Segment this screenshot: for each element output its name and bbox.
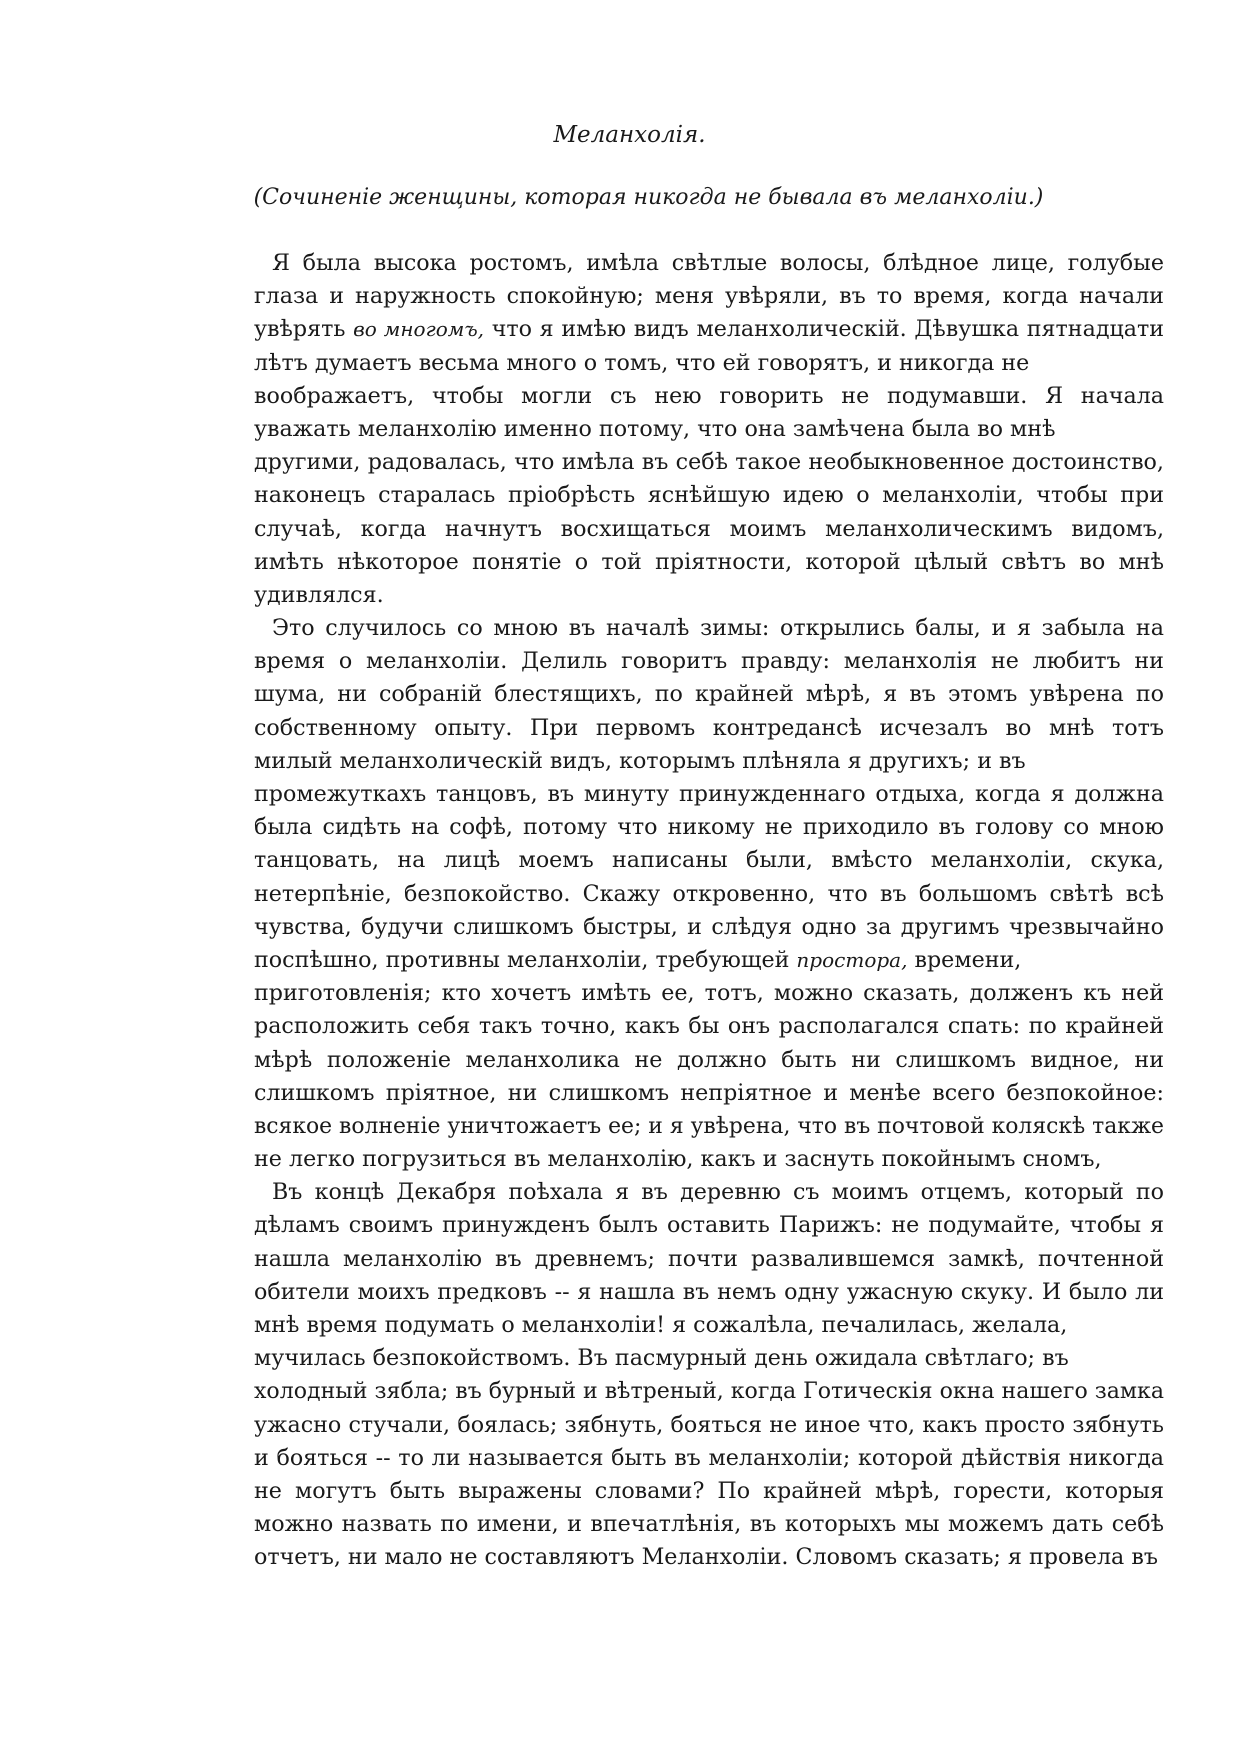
text-line: лѣтъ думаетъ весьма много о томъ, что ей говорятъ, и никогда не [254, 349, 1030, 376]
text-line: случаѣ, когда начнутъ восхищаться моимъ меланхолическимъ видомъ, [254, 515, 1165, 542]
text-line: мѣрѣ положеніе меланхолика не должно быть ни слишкомъ видное, ни [254, 1046, 1164, 1073]
text-line: обители моихъ предковъ -- я нашла въ немъ одну ужасную скуку. И было ли [254, 1278, 1164, 1305]
text-line: Въ концѣ Декабря поѣхала я въ деревню съ моимъ отцемъ, который по [272, 1179, 1165, 1206]
text-line: можно назвать по имени, и впечатлѣнія, въ которыхъ мы можемъ дать себѣ [254, 1511, 1165, 1538]
text-line: промежуткахъ танцовъ, въ минуту принужденнаго отдыха, когда я должна [254, 781, 1164, 807]
text-line: нашла меланхолію въ древнемъ; почти развалившемся замкѣ, почтенной [254, 1245, 1164, 1272]
text-line: и бояться -- то ли называется быть въ меланхоліи; которой дѣйствія никогда [254, 1444, 1164, 1471]
text-line: наконецъ старалась пріобрѣсть яснѣйшую идею о меланхоліи, чтобы при [254, 482, 1165, 509]
text-line: мучилась безпокойствомъ. Въ пасмурный день ожидала свѣтлаго; въ [254, 1345, 1069, 1372]
text-line: имѣть нѣкоторое понятіе о той пріятности, которой цѣлый свѣтъ во мнѣ [254, 548, 1164, 575]
text-line: время о меланхоліи. Делиль говоритъ правду: меланхолія не любитъ ни [254, 648, 1164, 675]
text-line: слишкомъ пріятное, ни слишкомъ непріятное и менѣе всего безпокойное: [254, 1079, 1164, 1106]
text-line: шума, ни собраній блестящихъ, по крайней мѣрѣ, я въ этомъ увѣрена по [254, 681, 1165, 708]
text-line: танцовать, на лицѣ моемъ написаны были, вмѣсто меланхоліи, скука, [254, 847, 1165, 874]
text-line: Это случилось со мною въ началѣ зимы: открылись балы, и я забыла на [272, 615, 1164, 642]
text-segment: поспѣшно, противны меланхоліи, требующей [254, 946, 797, 973]
text-line: милый меланхолическій видъ, которымъ плѣняла я другихъ; и въ [254, 747, 1026, 774]
emphasis-text: простора, [796, 947, 908, 972]
text-line: была сидѣть на софѣ, потому что никому не приходило въ голову со мною [254, 814, 1164, 841]
text-line: мнѣ время подумать о меланхоліи! я сожалѣла, печалилась, желала, [254, 1312, 1068, 1338]
text-line: глаза и наружность спокойную; меня увѣряли, въ то время, когда начали [254, 283, 1164, 310]
text-line: нетерпѣніе, безпокойство. Скажу откровенно, что въ большомъ свѣтѣ всѣ [254, 880, 1164, 907]
emphasis-text: во многомъ, [353, 317, 485, 342]
text-line: приготовленія; кто хочетъ имѣть ее, тотъ, можно сказать, долженъ къ ней [254, 980, 1165, 1007]
text-line: холодный зябла; въ бурный и вѣтреный, когда Готическія окна нашего замка [254, 1378, 1164, 1405]
text-line: другими, радовалась, что имѣла въ себѣ такое необыкновенное достоинство, [254, 449, 1164, 476]
page-subtitle: (Сочиненіе женщины, которая никогда не бывала въ меланхоліи.) [253, 185, 1044, 210]
text-line: воображаетъ, чтобы могли съ нею говорить не подумавши. Я начала [254, 382, 1165, 409]
text-line: не легко погрузиться въ меланхолію, какъ и заснуть покойнымъ сномъ, [254, 1146, 1102, 1173]
text-line: расположить себя такъ точно, какъ бы онъ располагался спать: по крайней [254, 1013, 1165, 1040]
text-segment: увѣрять [254, 316, 354, 343]
text-line: не могутъ быть выражены словами? По крайней мѣрѣ, горести, которыя [254, 1477, 1164, 1504]
text-line: ужасно стучали, боялась; зябнуть, бояться не иное что, какъ просто зябнуть [254, 1411, 1164, 1438]
body-text [254, 247, 1164, 1575]
text-line: дѣламъ своимъ принужденъ былъ оставить Парижъ: не подумайте, чтобы я [254, 1212, 1165, 1239]
text-line: чувства, будучи слишкомъ быстры, и слѣдуя одно за другимъ чрезвычайно [254, 913, 1165, 940]
text-line: всякое волненіе уничтожаетъ ее; и я увѣрена, что въ почтовой коляскѣ также [254, 1112, 1165, 1139]
text-line: отчетъ, ни мало не составляютъ Меланхоліи. Словомъ сказать; я провела въ [254, 1544, 1158, 1571]
text-line: удивлялся. [254, 581, 384, 608]
text-line [254, 313, 1164, 346]
text-segment: времени, [907, 946, 1022, 973]
text-segment: что я имѣю видъ меланхолическій. Дѣвушка пятнадцати [484, 316, 1165, 343]
text-line: собственному опыту. При первомъ контредансѣ исчезалъ во мнѣ тотъ [254, 714, 1164, 741]
text-line [254, 944, 1164, 977]
text-line: Я была высока ростомъ, имѣла свѣтлые волосы, блѣдное лице, голубые [272, 250, 1164, 276]
page-title: Меланхолія. [553, 122, 706, 148]
text-line: уважать меланхолію именно потому, что она замѣчена была во мнѣ [254, 415, 1056, 442]
